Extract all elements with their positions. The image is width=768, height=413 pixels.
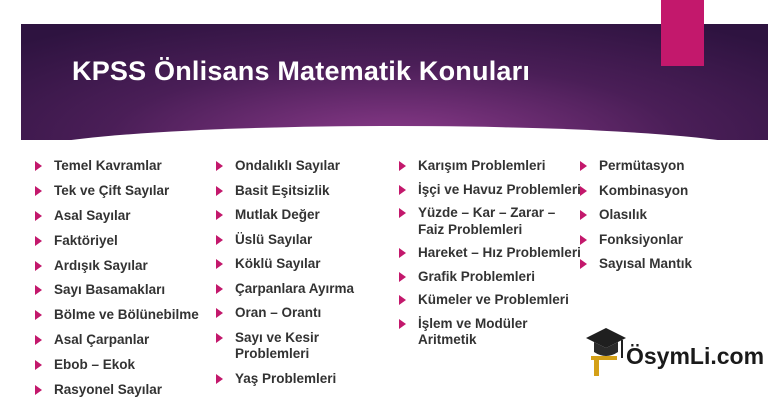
topic-label: Oran – Orantı bbox=[235, 305, 322, 320]
bullet-arrow-icon bbox=[35, 236, 42, 246]
topic-column-4 bbox=[577, 158, 768, 281]
topic-item bbox=[32, 208, 232, 225]
bullet-arrow-icon bbox=[216, 259, 223, 269]
topic-item bbox=[32, 233, 232, 250]
topic-label: Sayısal Mantık bbox=[599, 256, 693, 271]
bullet-arrow-icon bbox=[580, 186, 587, 196]
topic-item bbox=[213, 371, 395, 388]
topic-item bbox=[577, 256, 768, 273]
topic-item bbox=[32, 357, 232, 374]
topic-label: Olasılık bbox=[599, 207, 648, 222]
bullet-arrow-icon bbox=[399, 272, 406, 282]
topic-item bbox=[396, 158, 583, 175]
topic-label: Yaş Problemleri bbox=[235, 370, 337, 386]
topic-label: Karışım Problemleri bbox=[418, 158, 546, 173]
bullet-arrow-icon bbox=[35, 385, 42, 395]
bullet-arrow-icon bbox=[35, 186, 42, 196]
topic-item bbox=[213, 256, 395, 273]
topic-item bbox=[577, 183, 768, 200]
topic-label: Asal Sayılar bbox=[54, 207, 131, 223]
topic-label: Ondalıklı Sayılar bbox=[235, 158, 341, 173]
topic-item bbox=[213, 183, 395, 200]
bullet-arrow-icon bbox=[399, 161, 406, 171]
bullet-arrow-icon bbox=[580, 259, 587, 269]
bullet-arrow-icon bbox=[216, 235, 223, 245]
bullet-arrow-icon bbox=[580, 210, 587, 220]
topic-item bbox=[396, 182, 583, 199]
topic-item bbox=[577, 158, 768, 175]
topic-label: Hareket – Hız Problemleri bbox=[418, 245, 581, 260]
topic-item bbox=[577, 232, 768, 249]
bullet-arrow-icon bbox=[216, 210, 223, 220]
topic-label: Bölme ve Bölünebilme bbox=[54, 307, 199, 323]
topic-label: Fonksiyonlar bbox=[599, 231, 684, 247]
topic-label: Sayı ve Kesir Problemleri bbox=[235, 329, 320, 361]
bullet-arrow-icon bbox=[35, 285, 42, 295]
topic-item bbox=[32, 158, 232, 175]
bullet-arrow-icon bbox=[35, 161, 42, 171]
bullet-arrow-icon bbox=[399, 185, 406, 195]
topic-label: Ardışık Sayılar bbox=[54, 257, 148, 273]
topic-label: Yüzde – Kar – Zarar – Faiz Problemleri bbox=[418, 205, 556, 237]
topic-label: Basit Eşitsizlik bbox=[235, 182, 330, 198]
bullet-arrow-icon bbox=[216, 333, 223, 343]
topic-label: Kombinasyon bbox=[599, 182, 689, 198]
logo-text: ÖsymLi.com bbox=[626, 343, 765, 369]
topic-column-3 bbox=[396, 158, 583, 356]
topic-item bbox=[32, 332, 232, 349]
topic-item bbox=[213, 305, 395, 322]
bullet-arrow-icon bbox=[35, 360, 42, 370]
topic-item bbox=[396, 269, 583, 286]
bullet-arrow-icon bbox=[216, 161, 223, 171]
topic-label: Mutlak Değer bbox=[235, 207, 320, 222]
topic-label: Ebob – Ekok bbox=[54, 357, 136, 373]
topic-label: Temel Kavramlar bbox=[54, 158, 162, 173]
topic-item bbox=[213, 207, 395, 224]
topic-label: Tek ve Çift Sayılar bbox=[54, 182, 170, 198]
topic-item bbox=[396, 292, 583, 309]
topic-item bbox=[32, 183, 232, 200]
bullet-arrow-icon bbox=[216, 284, 223, 294]
bullet-arrow-icon bbox=[35, 211, 42, 221]
bullet-arrow-icon bbox=[399, 295, 406, 305]
topic-item bbox=[396, 205, 583, 238]
bullet-arrow-icon bbox=[580, 161, 587, 171]
bullet-arrow-icon bbox=[216, 308, 223, 318]
page-title: KPSS Önlisans Matematik Konuları bbox=[72, 56, 531, 86]
topic-label: Köklü Sayılar bbox=[235, 256, 321, 271]
bullet-arrow-icon bbox=[216, 374, 223, 384]
topic-label: Üslü Sayılar bbox=[235, 231, 313, 247]
topic-item bbox=[32, 382, 232, 399]
topic-label: Grafik Problemleri bbox=[418, 268, 536, 284]
topic-label: Kümeler ve Problemleri bbox=[418, 292, 569, 307]
topic-column-2 bbox=[213, 158, 395, 395]
bullet-arrow-icon bbox=[399, 208, 406, 218]
bullet-arrow-icon bbox=[399, 319, 406, 329]
topic-item bbox=[213, 232, 395, 249]
bullet-arrow-icon bbox=[580, 235, 587, 245]
topic-label: Rasyonel Sayılar bbox=[54, 382, 163, 398]
topic-item bbox=[577, 207, 768, 224]
topic-label: Sayı Basamakları bbox=[54, 282, 166, 298]
bullet-arrow-icon bbox=[35, 310, 42, 320]
topic-item bbox=[213, 281, 395, 298]
topic-item bbox=[32, 282, 232, 299]
accent-bar bbox=[661, 0, 704, 66]
graduation-cap-icon bbox=[586, 328, 626, 376]
topic-item bbox=[32, 258, 232, 275]
topic-label: İşçi ve Havuz Problemleri bbox=[418, 181, 581, 197]
bullet-arrow-icon bbox=[216, 186, 223, 196]
topic-label: Asal Çarpanlar bbox=[54, 332, 150, 348]
bullet-arrow-icon bbox=[35, 261, 42, 271]
bullet-arrow-icon bbox=[35, 335, 42, 345]
topic-item bbox=[396, 245, 583, 262]
topic-label: Permütasyon bbox=[599, 158, 685, 173]
topic-item bbox=[213, 330, 395, 363]
bullet-arrow-icon bbox=[399, 248, 406, 258]
topic-label: Çarpanlara Ayırma bbox=[235, 280, 355, 296]
topic-label: İşlem ve Modüler Aritmetik bbox=[418, 315, 528, 347]
topic-item bbox=[213, 158, 395, 175]
topic-item bbox=[396, 316, 583, 349]
topic-label: Faktöriyel bbox=[54, 232, 118, 248]
topic-item bbox=[32, 307, 232, 324]
topic-column-1 bbox=[32, 158, 232, 407]
